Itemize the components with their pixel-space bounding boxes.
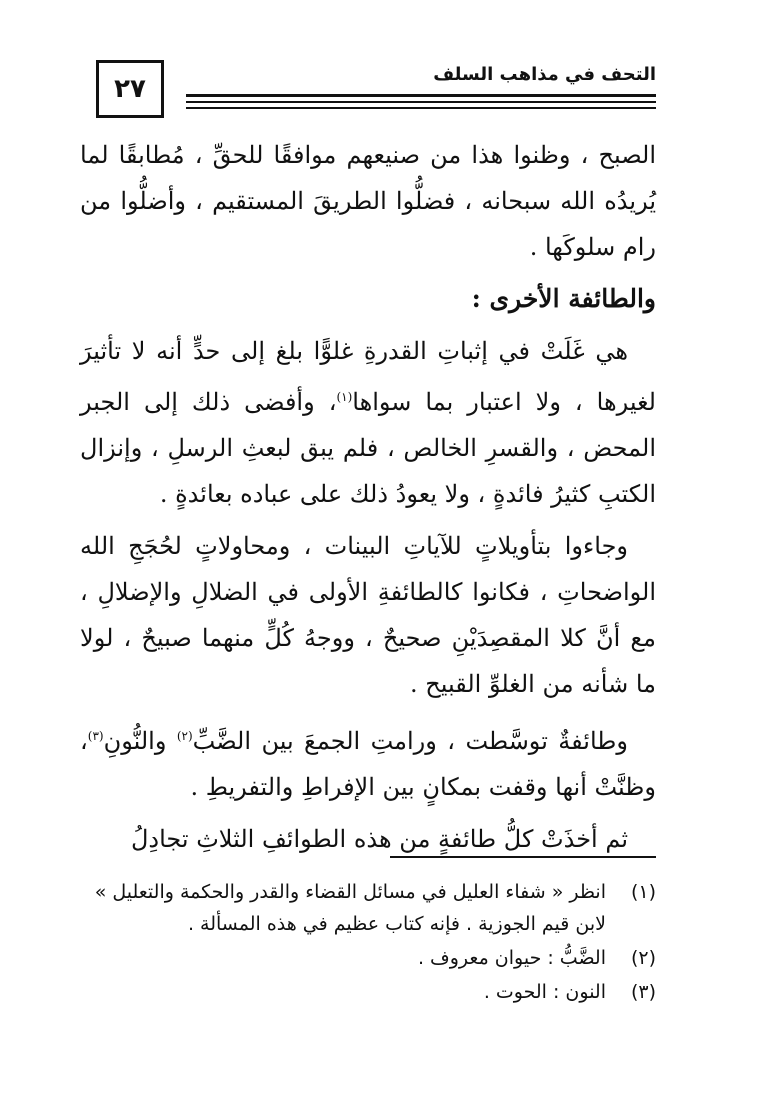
- footnote-number: (١): [630, 881, 656, 903]
- header-rule: [186, 94, 656, 110]
- paragraph: الصبح ، وظنوا هذا من صنيعهم موافقًا للحقِّ ، مُطابقًا لما يُريدُه الله سبحانه ، فضلُّوا الطريقَ المستقيم ، وأضلُّوا من رام سلوكَها .: [80, 141, 656, 261]
- page-number-text: ٢٧: [114, 74, 146, 104]
- header-rule-line: [186, 107, 656, 109]
- running-title: التحف في مذاهب السلف: [433, 64, 656, 85]
- paragraph-text: هي غَلَتْ في إثباتِ القدرةِ غلوًّا بلغ إلى حدٍّ أنه لا تأثيرَ لغيرها ، ولا اعتبار بما سواها: [80, 337, 656, 416]
- body-text: [80, 132, 656, 868]
- paragraph: [80, 713, 656, 810]
- paragraph-text: والنُّونِ: [103, 727, 167, 755]
- footnote-ref: (٢): [176, 729, 193, 743]
- footnote: [80, 976, 656, 1008]
- page-number: [96, 60, 164, 118]
- paragraph: وجاءوا بتأويلاتٍ للآياتِ البينات ، ومحاولاتٍ لحُجَجِ الله الواضحاتِ ، فكانوا كالطائفةِ الأولى في الضلالِ والإضلالِ ، مع أنَّ كلا المقصِدَيْنِ صحيحٌ ، ووجهُ كُلٍّ منهما صبيحٌ ، لولا ما شأنه من الغلوِّ القبيح .: [80, 532, 657, 698]
- paragraph: [80, 328, 656, 517]
- paragraph-text: ، وأفضى ذلك إلى الجبر المحض ، والقسرِ الخالص ، فلم يبق لبعثِ الرسلِ ، وإنزال الكتبِ كثيرُ فائدةٍ ، ولا يعودُ ذلك على عباده بعائدةٍ .: [80, 388, 656, 508]
- footnote-ref: (٣): [87, 729, 104, 743]
- paragraph: ثم أخذَتْ كلُّ طائفةٍ من هذه الطوائفِ الثلاثِ تجادِلُ: [130, 825, 628, 853]
- paragraph-text: ، وظنَّتْ أنها وقفت بمكانٍ بين الإفراطِ والتفريطِ .: [80, 727, 656, 801]
- footnote-number: (٢): [630, 947, 656, 969]
- footnote-separator: [390, 856, 656, 858]
- footnote-number: (٣): [630, 981, 656, 1003]
- footnote-ref: (١): [336, 390, 353, 404]
- footnote-text: الضَّبُّ : حيوان معروف .: [417, 947, 606, 969]
- header-rule-line: [186, 101, 656, 103]
- footnote: [80, 942, 656, 974]
- footnote-text: النون : الحوت .: [483, 981, 606, 1003]
- header-rule-line: [186, 94, 656, 97]
- paragraph-text: وطائفةٌ توسَّطت ، ورامتِ الجمعَ بين الضَّبِّ: [192, 727, 628, 755]
- footnote: [80, 876, 656, 940]
- footnote-text: انظر « شفاء العليل في مسائل القضاء والقدر والحكمة والتعليل » لابن قيم الجوزية . فإنه كتاب عظيم في هذه المسألة .: [94, 881, 606, 935]
- footnotes: [80, 876, 656, 1010]
- section-heading: والطائفة الأخرى :: [471, 284, 656, 313]
